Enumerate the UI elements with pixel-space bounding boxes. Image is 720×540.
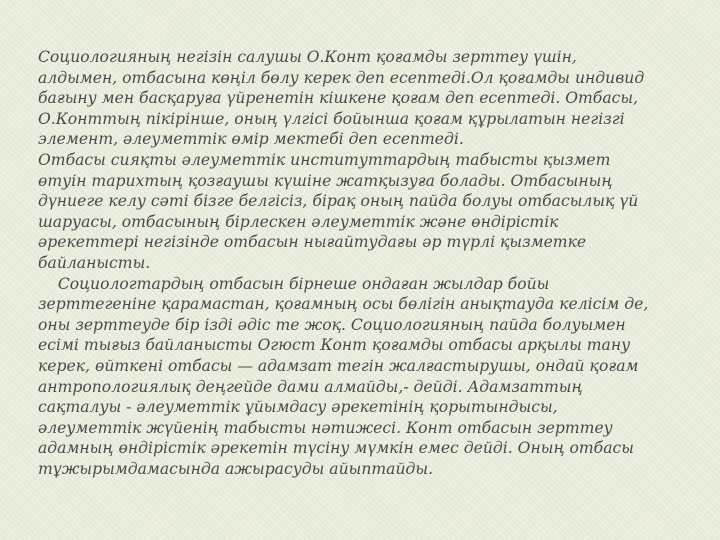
line: алдымен, отбасына көңіл бөлу керек деп есептеді.Ол қоғамды индивид <box>38 68 645 87</box>
line: элемент, әлеуметтік өмір мектебі деп есептеді. <box>38 130 464 149</box>
line: оны зерттеуде бір ізді әдіс те жоқ. Социологияның пайда болуымен <box>38 315 626 334</box>
line: керек, өйткені отбасы — адамзат тегін жалғастырушы, ондай қоғам <box>38 356 639 375</box>
line: Отбасы сияқты әлеуметтік институттардың табысты қызмет <box>38 150 611 169</box>
line: Социологтардың отбасын бірнеше ондаған жылдар бойы <box>38 274 550 293</box>
line: есімі тығыз байланысты Огюст Конт қоғамды отбасы арқылы тану <box>38 336 631 355</box>
paragraph-2 <box>38 150 698 274</box>
line: байланысты. <box>38 253 151 272</box>
paragraph-1 <box>38 47 698 150</box>
line: Социологияның негізін салушы О.Конт қоғамды зерттеу үшін, <box>38 48 577 66</box>
paragraph-3 <box>38 274 698 480</box>
line: зерттегеніне қарамастан, қоғамның осы бөлігін анықтауда келісім де, <box>38 295 649 314</box>
line: тұжырымдамасында ажырасуды айыптайды. <box>38 459 434 478</box>
line: өтуін тарихтың қозғаушы күшіне жатқызуға болады. Отбасының <box>38 171 613 190</box>
line: сақталуы - әлеуметтік ұйымдасу әрекетінің қорытындысы, <box>38 398 558 417</box>
line: антропологиялық деңгейде дами алмайды,- дейді. Адамзаттың <box>38 377 583 396</box>
line: адамның өндірістік әрекетін түсіну мүмкін емес дейді. Оның отбасы <box>38 439 634 458</box>
body-text <box>38 47 698 479</box>
line: бағыну мен басқаруға үйренетін кішкене қоғам деп есептеді. Отбасы, <box>38 89 639 108</box>
line: әрекеттері негізінде отбасын нығайтудағы әр түрлі қызметке <box>38 233 587 252</box>
line: дүниеге келу сәті бізге белгісіз, бірақ оның пайда болуы отбасылық үй <box>38 192 639 211</box>
line: шаруасы, отбасының бірлескен әлеуметтік және өндірістік <box>38 212 559 231</box>
line: О.Конттың пікірінше, оның үлгісі бойынша қоғам құрылатын негізгі <box>38 109 625 128</box>
line: әлеуметтік жүйенің табысты нәтижесі. Конт отбасын зерттеу <box>38 418 613 437</box>
